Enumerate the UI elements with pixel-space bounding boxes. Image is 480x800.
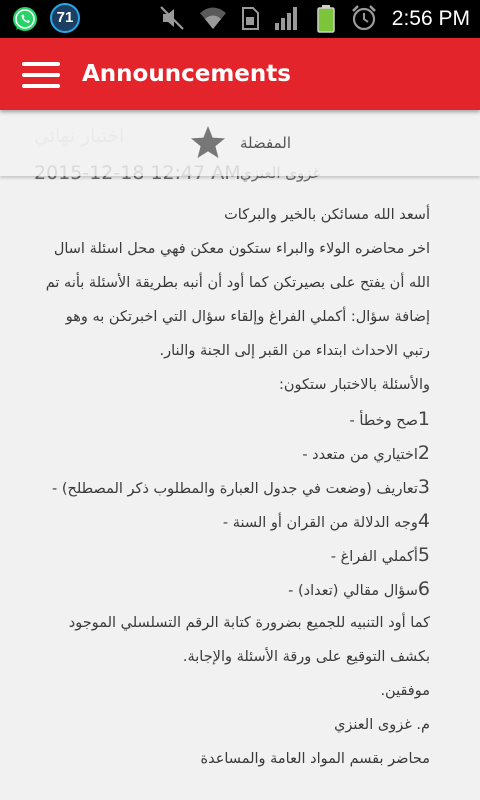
body-line: بكشف التوقيع على ورقة الأسئلة والإجابة.	[182, 649, 430, 665]
signature-role: محاضر بقسم المواد العامة والمساعدة	[200, 751, 430, 767]
body-line: إضافة سؤال: أكملي الفراغ وإلقاء سؤال التي اخبرتكن به وهو	[65, 309, 430, 325]
favorites-label: المفضلة	[240, 134, 292, 152]
body-line: أسعد الله مسائكن بالخير والبركات	[224, 207, 430, 223]
app-bar	[0, 38, 480, 110]
list-item-text: سؤال مقالي (تعداد) -	[288, 583, 418, 599]
list-item-number: 5	[417, 544, 430, 566]
signature-name: م. غزوى العنزي	[334, 717, 430, 733]
notification-badge-icon: 71	[50, 3, 80, 33]
list-item	[30, 402, 430, 436]
list-item-text: صح وخطأ -	[349, 413, 418, 429]
whatsapp-icon	[10, 4, 40, 34]
status-clock: 2:56 PM	[391, 7, 470, 30]
list-item-text: تعاريف (وضعت في جدول العبارة والمطلوب ذكر المصطلح) -	[51, 481, 418, 497]
list-item-number: 4	[417, 510, 430, 532]
star-icon	[190, 125, 226, 159]
list-item	[30, 504, 430, 538]
wifi-icon	[198, 4, 228, 32]
body-line: والأسئلة بالاختبار ستكون:	[278, 377, 430, 393]
list-item-number: 2	[417, 442, 430, 464]
mute-icon	[158, 4, 186, 32]
body-line: اخر محاضره الولاء والبراء ستكون معكن فهي محل اسئلة اسال	[53, 241, 430, 257]
list-item-number: 3	[417, 476, 430, 498]
app-title: Announcements	[82, 61, 291, 87]
list-item-number: 1	[417, 408, 430, 430]
list-item-text: اختياري من متعدد -	[302, 447, 418, 463]
alarm-icon	[350, 4, 378, 32]
list-item	[30, 436, 430, 470]
sim-icon	[240, 4, 260, 32]
list-item-text: وجه الدلالة من القران أو السنة -	[222, 515, 418, 531]
favorites-button[interactable]	[0, 110, 480, 176]
battery-icon	[316, 4, 336, 34]
body-line: موفقين.	[380, 683, 430, 699]
list-item	[30, 538, 430, 572]
body-line: رتبي الاحداث ابتداء من القبر إلى الجنة والنار.	[159, 343, 430, 359]
body-line: كما أود التنبيه للجميع بضرورة كتابة الرقم التسلسلي الموجود	[68, 615, 430, 631]
list-item-text: أكملي الفراغ -	[330, 549, 418, 565]
list-item-number: 6	[417, 578, 430, 600]
signal-icon	[274, 4, 300, 32]
list-item	[30, 470, 430, 504]
menu-button[interactable]	[22, 62, 60, 88]
list-item	[30, 572, 430, 606]
body-line: الله أن يفتح على بصيرتكن كما أود أن أنبه بطريقة الأسئلة بأنه تم	[45, 275, 430, 291]
status-bar	[0, 0, 480, 38]
announcement-body	[30, 198, 430, 776]
